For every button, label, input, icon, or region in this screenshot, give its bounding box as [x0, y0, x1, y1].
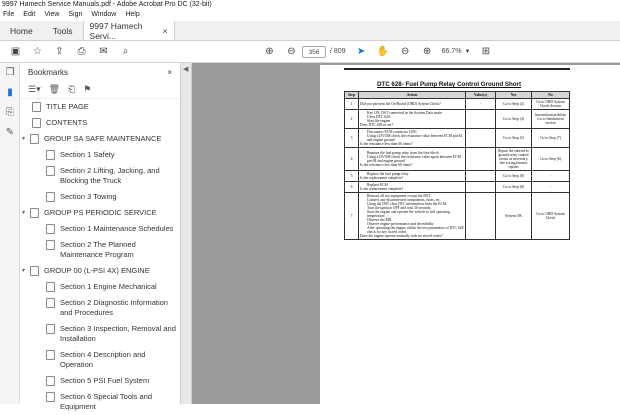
bookmark-label: Section 6 Special Tools and Equipment — [60, 392, 153, 411]
table-cell: 1 — [345, 99, 359, 110]
table-cell: 2 — [345, 110, 359, 129]
table-cell: Go to Step (2) — [496, 99, 532, 110]
menu-window[interactable]: Window — [91, 11, 117, 18]
table-cell: Go to Step (5) — [496, 129, 532, 148]
tab-document-label: 9997 Hamech Servi... — [89, 20, 143, 41]
column-header: No — [532, 92, 570, 99]
fit-page-icon[interactable]: ⊞ — [481, 46, 491, 57]
table-cell: Go to Step (4) — [496, 110, 532, 129]
chevron-down-icon[interactable]: ▾ — [22, 268, 26, 274]
zoom-out-icon[interactable]: ⊖ — [400, 46, 410, 57]
table-row — [345, 193, 570, 240]
bookmark-item[interactable] — [20, 205, 180, 221]
bookmark-label: Section 2 The Planned Maintenance Program — [60, 240, 136, 259]
table-cell: - — [532, 171, 570, 182]
table-cell: 4 — [345, 148, 359, 171]
bookmark-icon — [30, 134, 39, 144]
delete-icon[interactable]: 🗑 — [48, 84, 61, 94]
table-cell: 7 — [345, 193, 359, 240]
print-icon[interactable]: ⎙ — [77, 46, 86, 57]
attachments-icon[interactable]: ⎘ — [6, 107, 14, 118]
close-icon[interactable]: × — [167, 67, 172, 77]
signature-icon[interactable]: ✎ — [5, 127, 15, 138]
bookmark-icon — [46, 224, 55, 234]
table-cell: Go to Step (6) — [532, 148, 570, 171]
table-row — [345, 182, 570, 193]
table-row — [345, 110, 570, 129]
table-cell — [466, 129, 496, 148]
chevron-left-icon: ◀ — [183, 66, 189, 73]
action-cell: • Disconnect ECM connector C001 • Using a DVOM check the resistance value between ECM pin 84 and engine ground Is the resistance less than 60 ohms? — [359, 129, 466, 148]
menu-view[interactable]: View — [44, 11, 60, 18]
zoom-level[interactable]: 66.7% — [441, 48, 462, 55]
table-cell: 3 — [345, 129, 359, 148]
search-icon[interactable]: ⌕ — [122, 46, 129, 57]
table-cell — [466, 148, 496, 171]
save-icon[interactable]: ▣ — [10, 46, 21, 57]
header-rule — [344, 68, 570, 70]
close-icon[interactable]: × — [162, 25, 168, 36]
bookmark-label: Section 5 PSI Fuel System — [60, 376, 150, 385]
toolbar — [0, 41, 620, 63]
left-rail — [0, 63, 20, 404]
bookmark-label: GROUP SA SAFE MAINTENANCE — [44, 134, 162, 143]
bookmarks-title: Bookmarks — [28, 67, 69, 77]
bookmark-icon — [46, 282, 55, 292]
pdf-page — [320, 65, 620, 404]
table-cell: 6 — [345, 182, 359, 193]
bookmarks-toolbar — [20, 81, 180, 99]
bookmark-label: Section 1 Safety — [60, 150, 115, 159]
action-cell: Did you perform the On-Board (OBD) System Check? — [359, 99, 466, 110]
bookmark-icon — [46, 192, 55, 202]
bookmark-item[interactable] — [20, 263, 180, 279]
bookmark-add-icon[interactable]: ☆ — [33, 46, 42, 57]
table-cell — [466, 110, 496, 129]
bookmark-icon — [32, 102, 41, 112]
table-row — [345, 171, 570, 182]
column-header: Yes — [496, 92, 532, 99]
table-cell — [466, 171, 496, 182]
action-cell: • Remove all test equipment except the DST. • Connect any disconnected components, fuses, etc. • Using the DST clear DTC information from the ECM. • Turn the ignition OFF and wait 30 seconds. • Start the engine and operate the vehicle to full operating temperature • Observe the MIL • Observe engine performance and driveability • After operating the engine within the test parameters of DTC 628 check for any stored codes. Does the engine operate normally with no stored codes? — [359, 193, 466, 240]
chevron-down-icon[interactable]: ▾ — [22, 210, 26, 216]
action-cell: • Replace the fuel pump relay Is the replacement complete? — [359, 171, 466, 182]
window-title: 9997 Hamech Service Manuals.pdf - Adobe Acrobat Pro DC (32-bit) — [0, 0, 620, 9]
bookmark-item[interactable] — [20, 321, 180, 347]
bookmark-item[interactable] — [20, 389, 180, 415]
column-header: Value(s) — [466, 92, 496, 99]
bookmark-icon — [46, 150, 55, 160]
tab-tools[interactable]: Tools — [52, 25, 73, 36]
bookmark-item[interactable] — [20, 115, 180, 131]
tab-document[interactable] — [83, 21, 175, 40]
bookmark-label: Section 2 Diagnostic Information and Procedures — [60, 298, 168, 317]
table-cell: Go to OBD System Check Section — [532, 99, 570, 110]
table-cell: Go to Step (8) — [496, 171, 532, 182]
diagnostic-table — [344, 91, 570, 240]
bookmarks-icon[interactable]: ▮ — [7, 87, 13, 98]
chevron-down-icon[interactable]: ▼ — [464, 48, 471, 55]
bookmark-label: TITLE PAGE — [46, 102, 89, 111]
bookmark-icon — [46, 166, 55, 176]
bookmark-icon — [46, 240, 55, 250]
bookmark-item[interactable] — [20, 147, 180, 163]
bookmark-item[interactable] — [20, 373, 180, 389]
bookmark-label: GROUP PS PERIODIC SERVICE — [44, 208, 157, 217]
table-cell: Go to Step (8) — [496, 182, 532, 193]
hand-icon[interactable]: ✋ — [376, 46, 390, 57]
chevron-down-icon[interactable]: ▾ — [22, 136, 26, 142]
bookmark-item[interactable] — [20, 99, 180, 115]
menu-sign[interactable]: Sign — [68, 11, 83, 18]
table-cell — [466, 182, 496, 193]
mail-icon[interactable]: ✉ — [99, 46, 108, 57]
bookmark-label: Section 4 Description and Operation — [60, 350, 146, 369]
new-bookmark-icon[interactable]: ⎗ — [68, 84, 76, 94]
menu-file[interactable]: File — [3, 11, 15, 18]
bookmark-icon — [30, 208, 39, 218]
menu-bar — [0, 9, 620, 21]
table-cell: - — [466, 99, 496, 110]
tag-icon[interactable]: ⚑ — [83, 84, 92, 94]
bookmark-item[interactable] — [20, 295, 180, 321]
page-number-input[interactable]: 356 — [302, 46, 326, 58]
table-cell: System OK — [496, 193, 532, 240]
bookmark-item[interactable] — [20, 279, 180, 295]
bookmark-item[interactable] — [20, 131, 180, 147]
bookmark-list — [20, 99, 180, 415]
zoom-in-icon[interactable]: ⊕ — [422, 46, 432, 57]
table-cell: Intermittent problem Go to Intermittent section — [532, 110, 570, 129]
bookmark-icon — [32, 118, 41, 128]
action-cell: • Replace ECM Is the replacement complete? — [359, 182, 466, 193]
bookmark-label: Section 1 Engine Mechanical — [60, 282, 157, 291]
menu-help[interactable]: Help — [125, 11, 140, 18]
bookmark-icon — [46, 350, 55, 360]
column-header: Action — [359, 92, 466, 99]
bookmark-label: Section 1 Maintenance Schedules — [60, 224, 174, 233]
table-row — [345, 99, 570, 110]
bookmark-label: Section 2 Lifting, Jacking, and Blocking the Truck — [60, 166, 160, 185]
options-icon[interactable]: ☰▾ — [28, 84, 41, 94]
bookmark-item[interactable] — [20, 221, 180, 237]
tab-bar — [0, 21, 620, 41]
bookmark-icon — [30, 266, 39, 276]
bookmark-item[interactable] — [20, 189, 180, 205]
table-row — [345, 148, 570, 171]
bookmark-icon — [46, 324, 55, 334]
bookmark-label: Section 3 Inspection, Removal and Installation — [60, 324, 176, 343]
menu-edit[interactable]: Edit — [23, 11, 36, 18]
bookmarks-panel — [20, 63, 181, 411]
bookmark-label: GROUP 00 (L-PSI 4X) ENGINE — [44, 266, 150, 275]
table-cell: Repair the shorted to ground relay control circuit as necessary. See wiring harness repairs — [496, 148, 532, 171]
document-viewer[interactable] — [192, 63, 620, 404]
table-cell: Go to OBD System Check — [532, 193, 570, 240]
bookmark-item[interactable] — [20, 347, 180, 373]
upload-icon[interactable]: ⇪ — [55, 46, 64, 57]
bookmark-item[interactable] — [20, 163, 180, 189]
table-cell: 5 — [345, 171, 359, 182]
table-cell — [466, 193, 496, 240]
action-cell: • Key ON, DST connected in the System Data mode • Clear DTC 628 • Start the engine Does DTC 628 re-set? — [359, 110, 466, 129]
pages-icon[interactable]: ❐ — [5, 67, 15, 78]
column-header: Step — [345, 92, 359, 99]
bookmark-label: Section 3 Towing — [60, 192, 117, 201]
table-cell: - — [532, 182, 570, 193]
table-cell: Go to Step (7) — [532, 129, 570, 148]
bookmark-icon — [46, 392, 55, 402]
next-page-icon[interactable]: ⊖ — [287, 46, 296, 57]
bookmark-label: CONTENTS — [46, 118, 88, 127]
page-total: / 809 — [330, 48, 346, 55]
panel-collapse-handle[interactable] — [181, 63, 192, 404]
bookmark-icon — [46, 376, 55, 386]
tab-home[interactable]: Home — [10, 25, 33, 36]
action-cell: • Remove the fuel pump relay from the fuse block • Using a DVOM check the resistance value again between ECM pin 84 and engine ground Is the resistance less than 60 ohms? — [359, 148, 466, 171]
prev-page-icon[interactable]: ⊕ — [265, 46, 274, 57]
select-cursor-icon[interactable]: ➤ — [356, 46, 366, 57]
bookmark-item[interactable] — [20, 237, 180, 263]
bookmark-icon — [46, 298, 55, 308]
dtc-heading: DTC 628- Fuel Pump Relay Control Ground Short — [376, 81, 522, 88]
table-row — [345, 129, 570, 148]
